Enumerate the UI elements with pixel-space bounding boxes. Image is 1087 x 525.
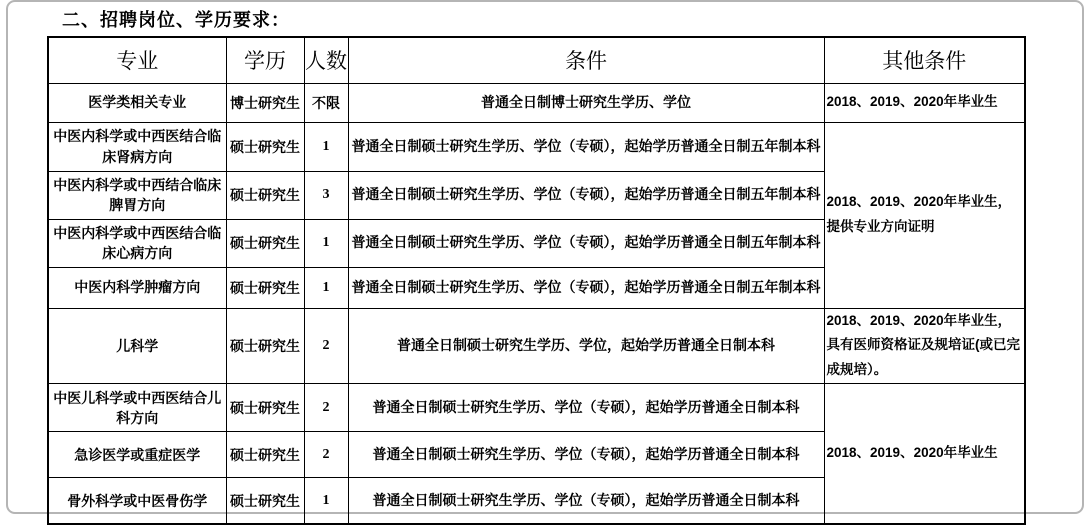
major-cell: 中医内科学肿瘤方向: [48, 267, 226, 308]
condition-cell: 普通全日制硕士研究生学历、学位（专硕），起始学历普通全日制五年制本科: [348, 219, 824, 267]
degree-cell: 硕士研究生: [226, 122, 304, 171]
count-cell: 1: [304, 478, 348, 524]
major-cell: 中医内科学或中西医结合临床肾病方向: [48, 122, 226, 171]
degree-cell: 硕士研究生: [226, 478, 304, 524]
col-header-degree: 学历: [226, 37, 304, 83]
other-condition-cell: 2018、2019、2020年毕业生: [824, 384, 1025, 524]
col-header-major: 专业: [48, 37, 226, 83]
table-row: [48, 122, 1025, 171]
condition-cell: 普通全日制硕士研究生学历、学位（专硕），起始学历普通全日制五年制本科: [348, 171, 824, 219]
count-cell: 1: [304, 219, 348, 267]
table-row: [48, 83, 1025, 122]
other-condition-cell: 2018、2019、2020年毕业生: [824, 83, 1025, 122]
col-header-condition: 条件: [348, 37, 824, 83]
count-cell: 3: [304, 171, 348, 219]
count-cell: 2: [304, 308, 348, 384]
count-cell: 不限: [304, 83, 348, 122]
count-cell: 1: [304, 122, 348, 171]
table-row: [48, 384, 1025, 432]
condition-cell: 普通全日制博士研究生学历、学位: [348, 83, 824, 122]
section-title: 二、招聘岗位、学历要求：: [62, 10, 290, 30]
other-condition-cell: 2018、2019、2020年毕业生，提供专业方向证明: [824, 122, 1025, 308]
degree-cell: 硕士研究生: [226, 171, 304, 219]
table-header-row: [48, 37, 1025, 83]
major-cell: 中医儿科学或中西医结合儿科方向: [48, 384, 226, 432]
condition-cell: 普通全日制硕士研究生学历、学位（专硕），起始学历普通全日制五年制本科: [348, 267, 824, 308]
major-cell: 医学类相关专业: [48, 83, 226, 122]
major-cell: 骨外科学或中医骨伤学: [48, 478, 226, 524]
major-cell: 急诊医学或重症医学: [48, 432, 226, 478]
count-cell: 2: [304, 384, 348, 432]
col-header-count: 人数: [304, 37, 348, 83]
condition-cell: 普通全日制硕士研究生学历、学位（专硕），起始学历普通全日制本科: [348, 478, 824, 524]
recruitment-table: [47, 36, 1026, 525]
degree-cell: 硕士研究生: [226, 308, 304, 384]
table-row: [48, 308, 1025, 384]
major-cell: 中医内科学或中西医结合临床心病方向: [48, 219, 226, 267]
degree-cell: 硕士研究生: [226, 219, 304, 267]
condition-cell: 普通全日制硕士研究生学历、学位，起始学历普通全日制本科: [348, 308, 824, 384]
degree-cell: 硕士研究生: [226, 267, 304, 308]
count-cell: 1: [304, 267, 348, 308]
degree-cell: 硕士研究生: [226, 384, 304, 432]
degree-cell: 硕士研究生: [226, 432, 304, 478]
condition-cell: 普通全日制硕士研究生学历、学位（专硕），起始学历普通全日制五年制本科: [348, 122, 824, 171]
condition-cell: 普通全日制硕士研究生学历、学位（专硕），起始学历普通全日制本科: [348, 384, 824, 432]
major-cell: 儿科学: [48, 308, 226, 384]
col-header-other: 其他条件: [824, 37, 1025, 83]
degree-cell: 博士研究生: [226, 83, 304, 122]
count-cell: 2: [304, 432, 348, 478]
condition-cell: 普通全日制硕士研究生学历、学位（专硕），起始学历普通全日制本科: [348, 432, 824, 478]
other-condition-cell: 2018、2019、2020年毕业生， 具有医师资格证及规培证(或已完成规培）。: [824, 308, 1025, 384]
major-cell: 中医内科学或中西结合临床脾胃方向: [48, 171, 226, 219]
